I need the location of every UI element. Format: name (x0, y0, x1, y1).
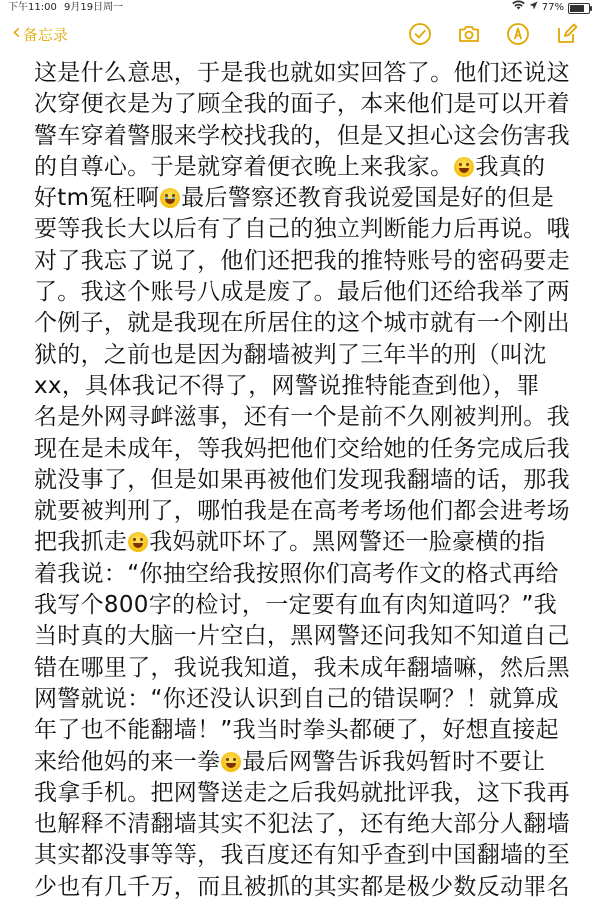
notes-toolbar (0, 16, 600, 52)
note-line (34, 340, 566, 371)
note-line-text: 少也有几千万，而且被抓的其实都是极少数反动罪名 (34, 873, 570, 900)
note-line (34, 402, 570, 433)
chevron-left-icon: ‹ (12, 20, 21, 45)
note-line (34, 496, 570, 527)
note-line (34, 559, 566, 590)
note-line-text: 要等我长大以后有了自己的独立判断能力后再说。哦 (34, 216, 570, 243)
note-line (34, 58, 570, 89)
note-line (34, 840, 570, 871)
note-line (34, 465, 570, 496)
note-line-text: 就没事了，但是如果再被他们发现我翻墙的话，那我 (34, 466, 570, 493)
status-date: 9月19日周一 (64, 2, 124, 13)
note-line-text: 我真的 (475, 153, 546, 180)
grinning-sweat-emoji-icon (128, 532, 148, 552)
note-line-text: 个例子，就是我现在所居住的这个城市就有一个刚出 (34, 310, 570, 337)
note-line-text: 我写个800字的检讨，一定要有血有肉知道吗？”我 (34, 592, 558, 619)
note-line-text: 名是外网寻衅滋事，还有一个是前不久刚被判刑。我 (34, 404, 570, 431)
note-line (34, 152, 566, 183)
note-line-text: 好tm冤枉啊 (34, 185, 160, 212)
note-line (34, 621, 570, 652)
checklist-icon[interactable] (407, 21, 433, 47)
status-time-date (8, 0, 123, 16)
note-line (34, 214, 570, 245)
back-button-label: 备忘录 (22, 25, 68, 44)
grinning-sweat-emoji-icon (221, 752, 241, 772)
toolbar-actions (407, 21, 580, 47)
note-line-text: 这是什么意思，于是我也就如实回答了。他们还说这 (34, 60, 570, 86)
note-line-text: 错在哪里了，我说我知道，我未成年翻墙嘛，然后黑 (34, 654, 570, 681)
note-line-text: 对了我忘了说了，他们还把我的推特账号的密码要走 (34, 247, 570, 274)
note-line-text: xx，具体我记不得了，网警说推特能查到他），罪 (34, 372, 540, 399)
note-line (34, 684, 566, 715)
markup-icon[interactable] (505, 21, 531, 47)
status-bar (0, 0, 600, 16)
wifi-icon (512, 0, 525, 16)
compose-icon[interactable] (554, 21, 580, 47)
note-line-text: 的自尊心。于是就穿着便衣晚上来我家。 (34, 153, 454, 180)
status-time: 下午11:00 (8, 2, 57, 13)
note-line (34, 121, 570, 152)
note-line-text: 狱的，之前也是因为翻墙被判了三年半的刑（叫沈 (34, 341, 547, 368)
note-line-text: 当时真的大脑一片空白，黑网警还问我知不知道自己 (34, 623, 570, 650)
note-line-text: 警车穿着警服来学校找我的，但是又担心这会伤害我 (34, 122, 570, 149)
note-line-text: 来给他妈的来一拳 (34, 748, 221, 775)
note-line-text: 最后网警告诉我妈暂时不要让 (242, 748, 546, 775)
note-line (34, 590, 566, 621)
note-line (34, 371, 566, 402)
note-line (34, 715, 566, 746)
note-line-text: 次穿便衣是为了顾全我的面子，本来他们是可以开着 (34, 91, 570, 118)
note-line (34, 778, 570, 809)
note-line (34, 308, 570, 339)
note-line-text: 就要被判刑了，哪怕我是在高考考场他们都会进考场 (34, 498, 570, 525)
status-indicators (512, 0, 590, 16)
note-line (34, 747, 566, 778)
note-line-text: 年了也不能翻墙！”我当时拳头都硬了，好想直接起 (34, 717, 559, 744)
note-line (34, 183, 566, 214)
note-line-text: 把我抓走 (34, 529, 128, 556)
camera-icon[interactable] (456, 21, 482, 47)
note-line (34, 246, 570, 277)
note-line-text: 我妈就吓坏了。黑网警还一脸豪横的指 (149, 529, 546, 556)
battery-percent: 77% (541, 2, 564, 13)
crying-emoji-icon (160, 188, 180, 208)
back-button[interactable] (12, 22, 68, 46)
battery-level (570, 5, 584, 12)
note-line-text: 现在是未成年，等我妈把他们交给她的任务完成后我 (34, 435, 570, 462)
grinning-sweat-emoji-icon (454, 157, 474, 177)
note-line-text: 我拿手机。把网警送走之后我妈就批评我，这下我再 (34, 779, 570, 806)
note-body[interactable] (34, 58, 570, 903)
note-line (34, 277, 570, 308)
note-line (34, 872, 570, 903)
battery-icon (568, 3, 590, 14)
note-line-text: 最后警察还教育我说爱国是好的但是 (181, 185, 555, 212)
note-line-text: 网警就说：“你还没认识到自己的错误啊？！就算成 (34, 685, 559, 712)
note-line-text: 其实都没事等等，我百度还有知乎查到中国翻墙的至 (34, 842, 570, 869)
note-line (34, 89, 570, 120)
note-line-text: 了。我这个账号八成是废了。最后他们还给我举了两 (34, 279, 570, 306)
note-line (34, 527, 566, 558)
location-icon (529, 0, 538, 16)
note-line (34, 434, 570, 465)
note-line-text: 着我说：“你抽空给我按照你们高考作文的格式再给 (34, 560, 559, 587)
note-line (34, 809, 570, 840)
note-line-text: 也解释不清翻墙其实不犯法了，还有绝大部分人翻墙 (34, 811, 570, 838)
note-line (34, 653, 570, 684)
